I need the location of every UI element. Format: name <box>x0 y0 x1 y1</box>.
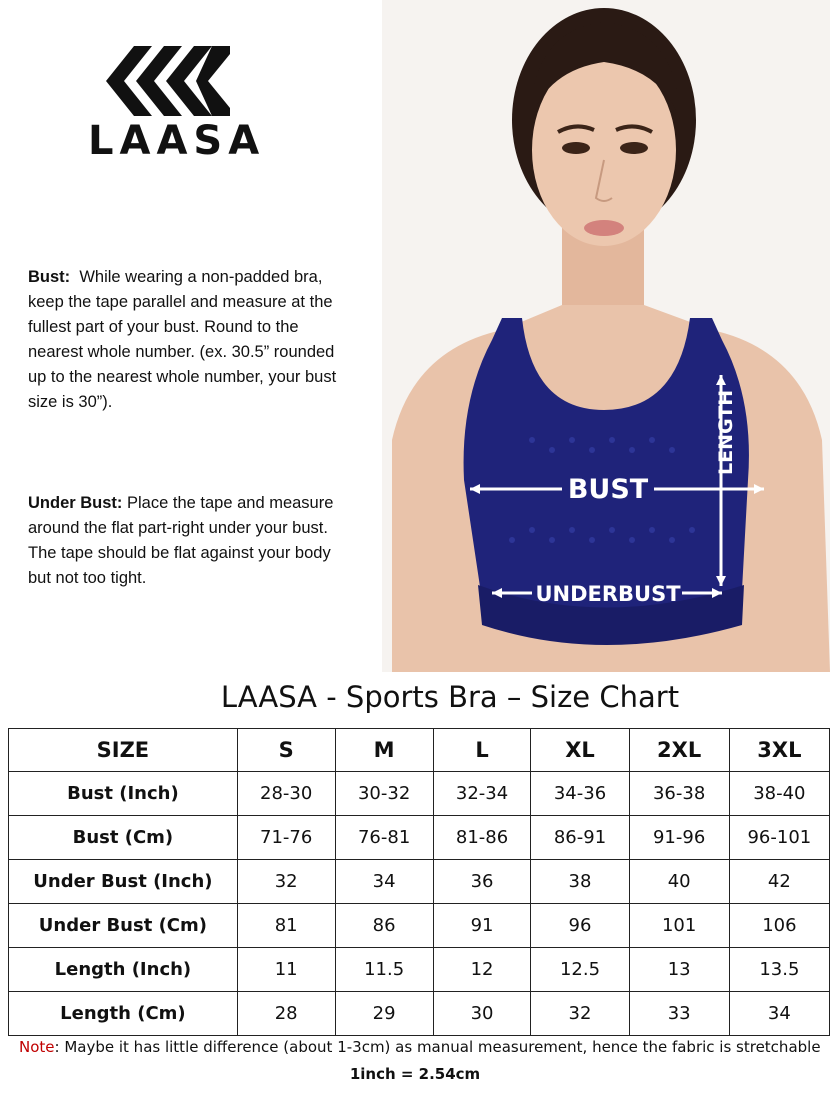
table-cell: 13 <box>629 948 729 992</box>
table-cell: 36 <box>433 860 531 904</box>
measurement-note <box>19 1038 830 1056</box>
table-row <box>9 904 830 948</box>
table-cell: 11.5 <box>335 948 433 992</box>
header-cell: XL <box>531 729 629 772</box>
table-cell: 86 <box>335 904 433 948</box>
table-cell: 28 <box>237 992 335 1036</box>
table-cell: 29 <box>335 992 433 1036</box>
table-cell: 96 <box>531 904 629 948</box>
note-text: : Maybe it has little difference (about 1-3cm) as manual measurement, hence the fabric is stretchable <box>54 1038 821 1056</box>
table-cell: 12 <box>433 948 531 992</box>
size-chart-title: LAASA - Sports Bra – Size Chart <box>220 680 680 714</box>
table-cell: 40 <box>629 860 729 904</box>
table-cell: 34-36 <box>531 772 629 816</box>
note-label: Note <box>19 1038 55 1056</box>
bust-description-label: Bust: <box>28 268 71 286</box>
table-cell: 12.5 <box>531 948 629 992</box>
model-photo <box>382 0 830 672</box>
header-cell: SIZE <box>9 729 238 772</box>
table-cell: 28-30 <box>237 772 335 816</box>
table-cell: 38-40 <box>729 772 829 816</box>
brand-name: LAASA <box>88 118 266 164</box>
table-cell: 76-81 <box>335 816 433 860</box>
row-label: Length (Inch) <box>9 948 238 992</box>
table-row <box>9 772 830 816</box>
brand-logo <box>88 40 266 165</box>
table-row <box>9 992 830 1036</box>
header-cell: S <box>237 729 335 772</box>
row-label: Bust (Cm) <box>9 816 238 860</box>
table-cell: 42 <box>729 860 829 904</box>
chevron-logo-icon <box>106 46 230 116</box>
table-cell: 81 <box>237 904 335 948</box>
row-label: Length (Cm) <box>9 992 238 1036</box>
bust-description-text: While wearing a non-padded bra, keep the tape parallel and measure at the fullest part of your bust. Round to the nearest whole number. (ex. 30.5” rounded up to the nearest whole number, your bust size is 30”). <box>28 268 337 411</box>
table-row <box>9 816 830 860</box>
table-cell: 13.5 <box>729 948 829 992</box>
table-cell: 11 <box>237 948 335 992</box>
underbust-photo-label: UNDERBUST <box>535 582 681 606</box>
table-cell: 36-38 <box>629 772 729 816</box>
under-bust-description-text: Place the tape and measure around the flat part-right under your bust. The tape should be flat against your body but not too tight. <box>28 494 334 587</box>
table-cell: 32-34 <box>433 772 531 816</box>
header-cell: 2XL <box>629 729 729 772</box>
header-cell: L <box>433 729 531 772</box>
table-cell: 91 <box>433 904 531 948</box>
size-chart-table <box>8 728 830 1036</box>
bust-photo-label: BUST <box>567 474 649 505</box>
table-cell: 32 <box>237 860 335 904</box>
table-cell: 38 <box>531 860 629 904</box>
table-cell: 34 <box>729 992 829 1036</box>
under-bust-description-label: Under Bust: <box>28 494 123 512</box>
row-label: Under Bust (Inch) <box>9 860 238 904</box>
bust-description <box>28 265 338 415</box>
table-row <box>9 860 830 904</box>
header-cell: 3XL <box>729 729 829 772</box>
row-label: Under Bust (Cm) <box>9 904 238 948</box>
table-cell: 30 <box>433 992 531 1036</box>
table-header-row <box>9 729 830 772</box>
length-photo-label: LENGTH <box>715 389 737 475</box>
table-cell: 106 <box>729 904 829 948</box>
row-label: Bust (Inch) <box>9 772 238 816</box>
table-cell: 96-101 <box>729 816 829 860</box>
table-cell: 81-86 <box>433 816 531 860</box>
table-cell: 101 <box>629 904 729 948</box>
table-cell: 91-96 <box>629 816 729 860</box>
table-cell: 34 <box>335 860 433 904</box>
table-cell: 30-32 <box>335 772 433 816</box>
table-cell: 32 <box>531 992 629 1036</box>
under-bust-description <box>28 491 338 591</box>
table-row <box>9 948 830 992</box>
header-cell: M <box>335 729 433 772</box>
unit-conversion: 1inch = 2.54cm <box>349 1065 481 1083</box>
table-cell: 71-76 <box>237 816 335 860</box>
table-cell: 86-91 <box>531 816 629 860</box>
table-cell: 33 <box>629 992 729 1036</box>
